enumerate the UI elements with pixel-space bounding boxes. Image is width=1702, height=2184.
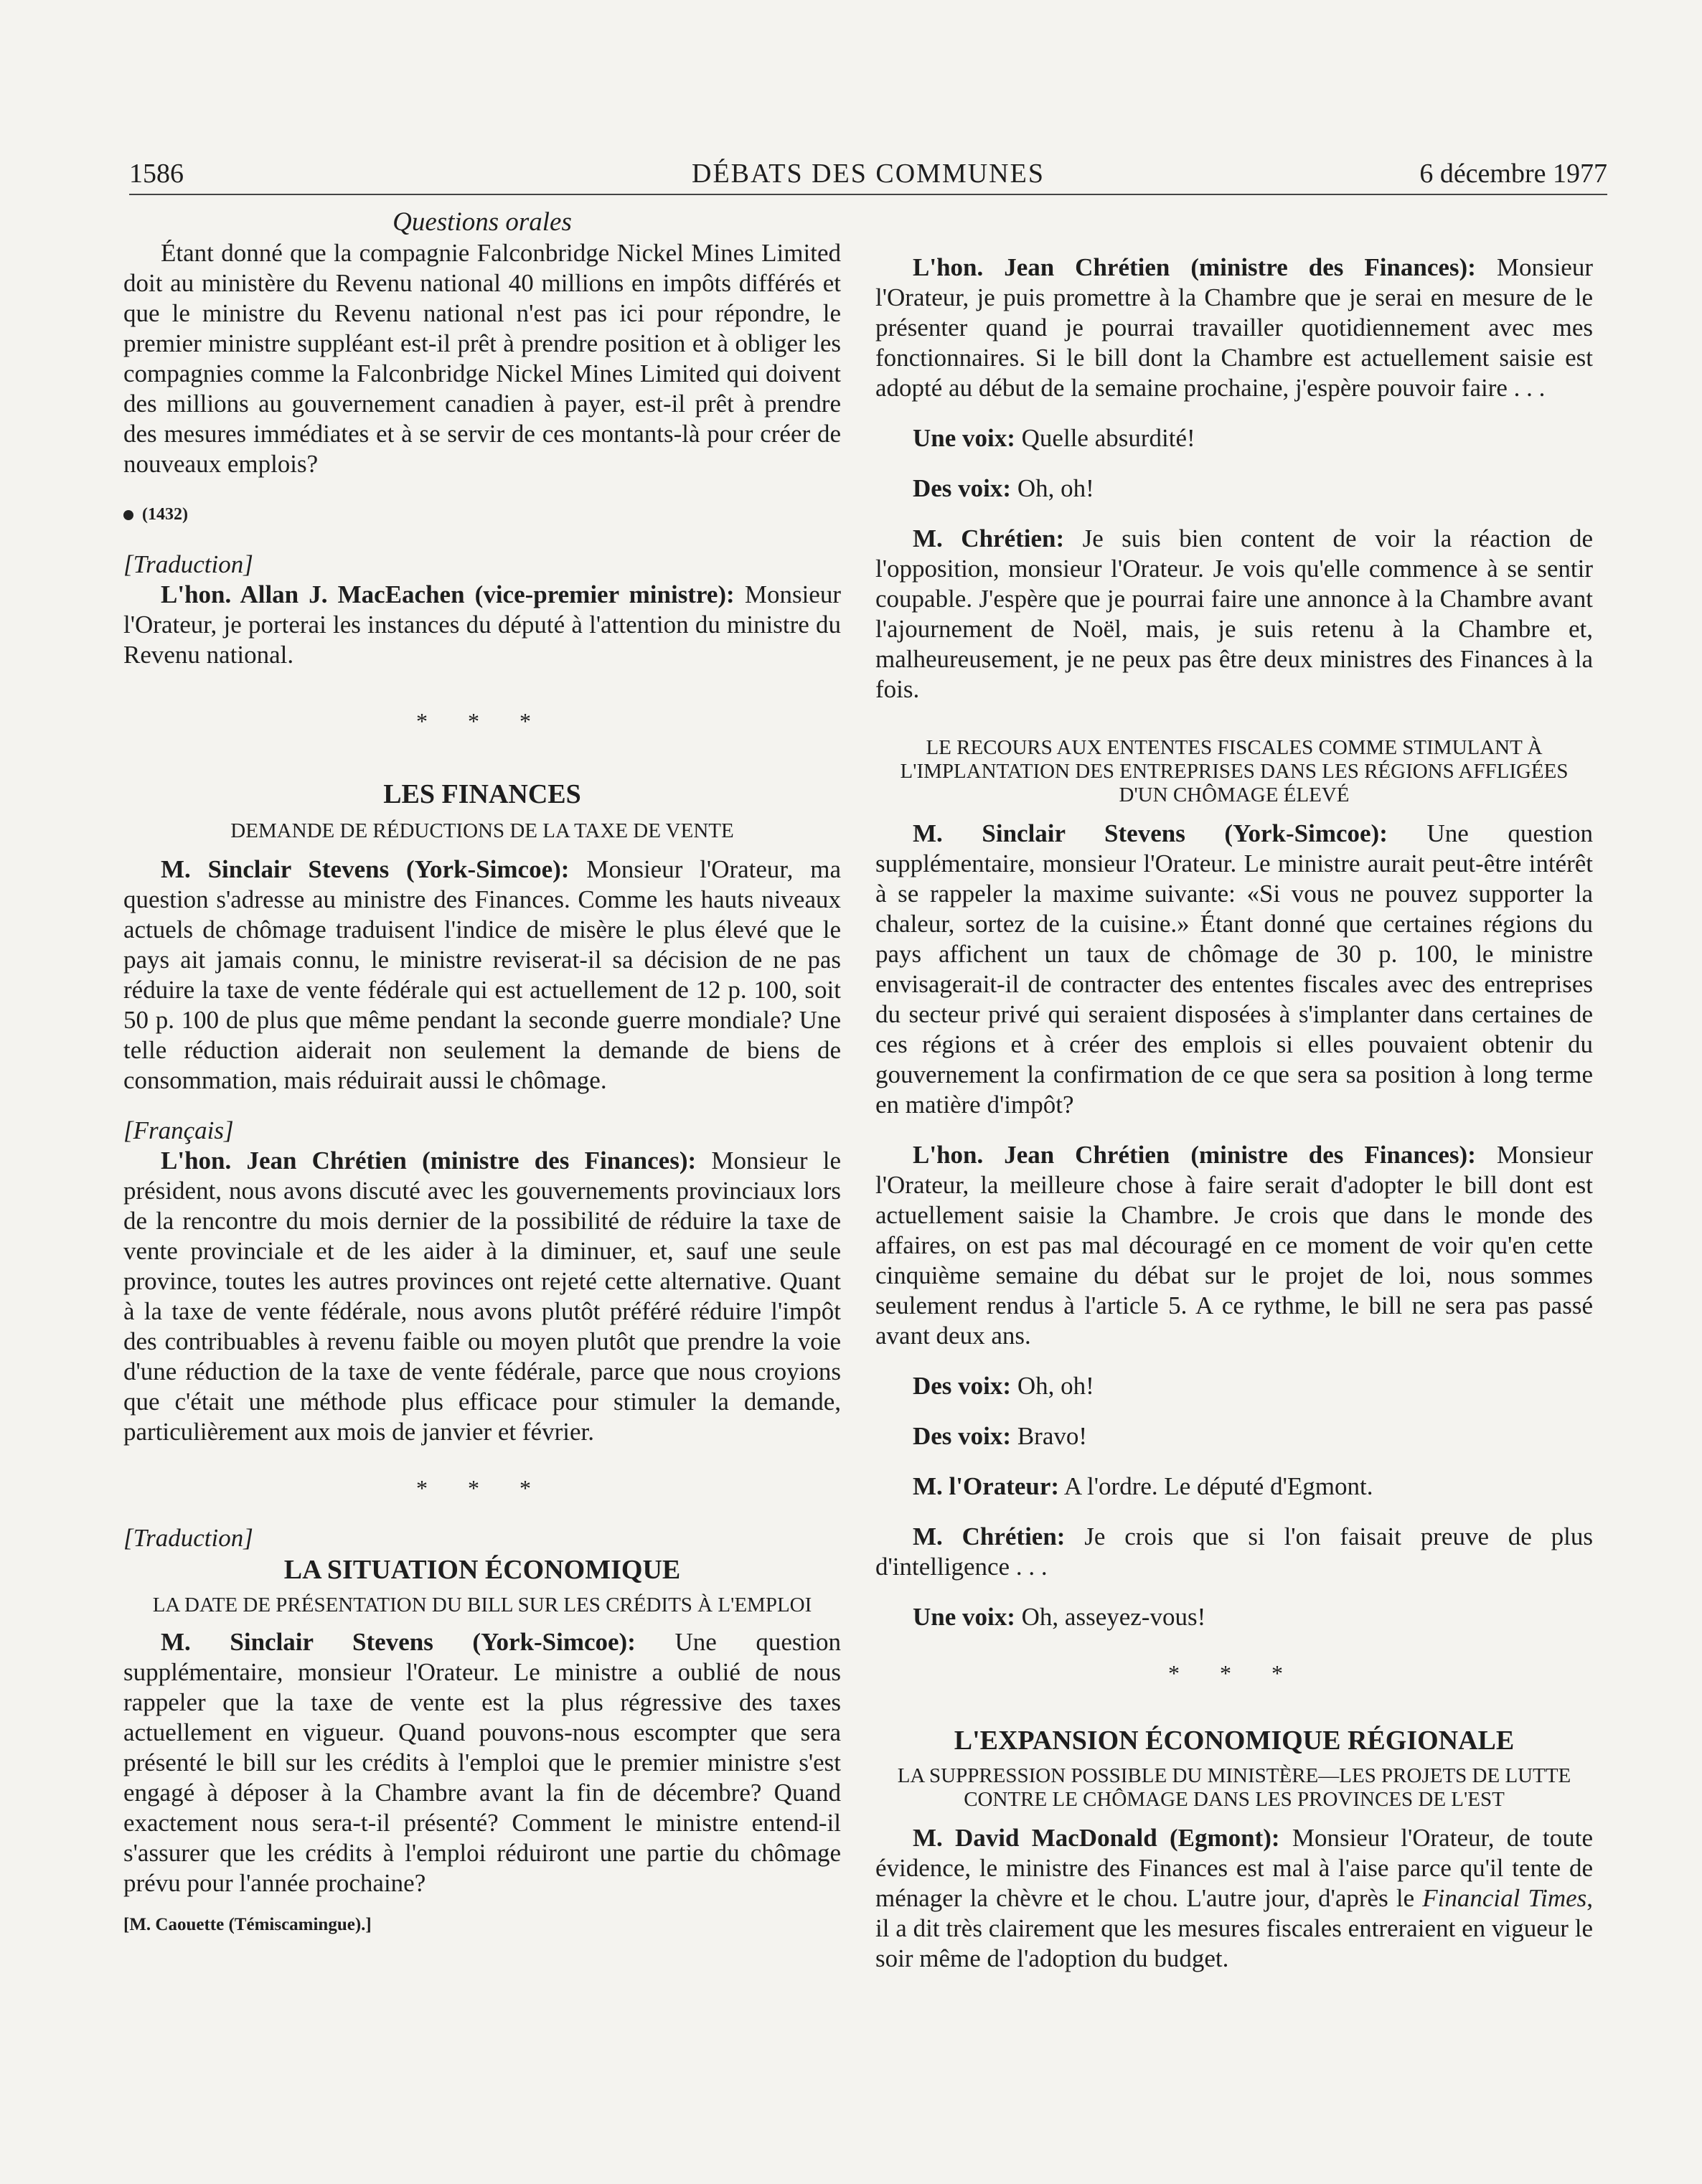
section-separator: * * * — [416, 708, 548, 734]
left-column — [123, 207, 841, 1936]
interjection: Des voix: Bravo! — [913, 1422, 1088, 1450]
section-subheading: LE RECOURS AUX ENTENTES FISCALES COMME STIMULANT À L'IMPLANTATION DES ENTREPRISES DANS LES RÉGIONS AFFLIGÉES D'UN CHÔMAGE ÉLEVÉ — [900, 736, 1569, 806]
speech-chretien: M. Chrétien: Je suis bien content de voir la réaction de l'opposition, monsieur l'Orateur. Je vois qu'elle commence à se sentir coupable. J'espère que je pourrai faire une annonce à la Chambre avant l'ajournement de Noël, mais, je suis retenu à la Chambre et, malheureusement, je ne peux pas être deux ministres des Finances à la fois. — [875, 524, 1593, 703]
section-heading: LES FINANCES — [383, 779, 581, 809]
interjection: Des voix: Oh, oh! — [913, 1372, 1094, 1400]
speech-chretien: L'hon. Jean Chrétien (ministre des Finances): Monsieur l'Orateur, la meilleure chose à faire serait d'adopter le bill dont est actuellement saisie la Chambre. Je crois que dans le monde des affaires, on est pas mal découragé en ce moment de voir qu'en cette cinquième semaine du débat sur le projet de loi, nous sommes seulement rendus à l'article 5. A ce rythme, le bill ne sera pas passé avant deux ans. — [875, 1141, 1593, 1350]
speaker-name: L'hon. Jean Chrétien (ministre des Finances): — [913, 253, 1476, 281]
speaker-name: Des voix: — [913, 1372, 1012, 1400]
speaker-name: M. Chrétien: — [913, 1522, 1066, 1550]
question-paragraph: Étant donné que la compagnie Falconbridge Nickel Mines Limited doit au ministère du Revenu national 40 millions en impôts différés et que le ministre du Revenu national n'est pas ici pour répondre, le premier ministre suppléant est-il prêt à prendre position et à obliger les compagnies comme la Falconbridge Nickel Mines Limited qui doivent des millions au gouvernement canadien à payer, est-il prêt à prendre des mesures immédiates et à se servir de ces montants-là pour créer de nouveaux emplois? — [123, 239, 841, 478]
speaker-name: M. Sinclair Stevens (York-Simcoe): — [913, 819, 1388, 847]
speech-maceachen: L'hon. Allan J. MacEachen (vice-premier ministre): Monsieur l'Orateur, je porterai les instances du député à l'attention du ministre du Revenu national. — [123, 580, 841, 669]
speech-macdonald: M. David MacDonald (Egmont): Monsieur l'Orateur, de toute évidence, le ministre des Finances est mal à l'aise parce qu'il tente de ménager la chèvre et le chou. L'autre jour, d'après le Financial Times, il a dit très clairement que les mesures fiscales entreraient en vigueur le soir même de l'adoption du budget. — [875, 1824, 1593, 1972]
section-subheading: LA DATE DE PRÉSENTATION DU BILL SUR LES CRÉDITS À L'EMPLOI — [152, 1594, 812, 1616]
interjection: Une voix: Oh, asseyez-vous! — [913, 1603, 1206, 1631]
speaker-name: M. David MacDonald (Egmont): — [913, 1824, 1280, 1852]
speech-stevens: M. Sinclair Stevens (York-Simcoe): Une question supplémentaire, monsieur l'Orateur. Le ministre aurait peut-être intérêt à se rappeler la maxime suivante: «Si vous ne pouvez supporter la chaleur, sortez de la cuisine.» Étant donné que certaines régions du pays affichent un taux de chômage de 30 p. 100, le ministre envisagerait-il de contracter des ententes fiscales avec des entreprises du secteur privé qui seraient disposées à s'implanter dans certaines de ces régions et à créer des emplois si elles pouvaient obtenir du gouvernement la confirmation de ce que sera sa position à long terme en matière d'impôt? — [875, 819, 1593, 1119]
page-header — [129, 152, 1607, 195]
speaker-name: Des voix: — [913, 1422, 1012, 1450]
speaker-remark: M. l'Orateur: A l'ordre. Le député d'Egmont. — [913, 1472, 1373, 1500]
speech-chretien: M. Chrétien: Je crois que si l'on faisait preuve de plus d'intelligence . . . — [875, 1522, 1593, 1581]
interjection: Une voix: Quelle absurdité! — [913, 424, 1195, 452]
section-heading: L'EXPANSION ÉCONOMIQUE RÉGIONALE — [954, 1726, 1515, 1756]
speaker-name: M. l'Orateur: — [913, 1472, 1060, 1500]
speech-chretien: L'hon. Jean Chrétien (ministre des Finances): Monsieur le président, nous avons discuté avec les gouvernements provinciaux lors de la rencontre du mois dernier de la possibilité de réduire la taxe de vente provinciale et de les aider à la diminuer, et, sauf une seule province, toutes les autres provinces ont rejeté cette alternative. Quant à la taxe de vente fédérale, nous avons plutôt préféré réduire l'impôt des contribuables à revenu faible ou moyen plutôt que prendre la voie d'une réduction de la taxe de vente fédérale, parce que nous croyions que c'était une méthode plus efficace pour stimuler la demande, particulièrement aux mois de janvier et février. — [123, 1147, 841, 1446]
speaker-name: M. Chrétien: — [913, 524, 1065, 552]
speaker-name: M. Sinclair Stevens (York-Simcoe): — [161, 855, 570, 883]
speaker-name: L'hon. Jean Chrétien (ministre des Finances): — [161, 1147, 697, 1175]
speech-stevens: M. Sinclair Stevens (York-Simcoe): Monsieur l'Orateur, ma question s'adresse au ministre des Finances. Comme les hauts niveaux actuels de chômage traduisent l'indice de misère le plus élevé que le pays ait jamais connu, le ministre reviserat-il sa décision de ne pas réduire la taxe de vente fédérale qui est actuellement de 12 p. 100, soit 50 p. 100 de plus que même pendant la seconde guerre mondiale? Une telle réduction aiderait non seulement la demande de biens de consommation, mais réduirait aussi le chômage. — [123, 855, 841, 1094]
section-separator: * * * — [416, 1475, 548, 1501]
bullet-icon — [123, 510, 133, 520]
speaker-name: Une voix: — [913, 1603, 1015, 1631]
section-subheading: DEMANDE DE RÉDUCTIONS DE LA TAXE DE VENTE — [230, 819, 734, 842]
translation-tag: [Traduction] — [123, 550, 253, 578]
translation-tag: [Traduction] — [123, 1524, 253, 1552]
issue-date: 6 décembre 1977 — [1419, 159, 1607, 189]
speech-stevens: M. Sinclair Stevens (York-Simcoe): Une question supplémentaire, monsieur l'Orateur. Le ministre a oublié de nous rappeler que la taxe de vente est la plus régressive des taxes actuellement en vigueur. Quand pouvons-nous escompter que sera présenté le bill sur les crédits à l'emploi que le premier ministre s'est engagé à déposer à la Chambre avant la fin de décembre? Quand exactement nous sera-t-il présenté? Comment le ministre entend-il s'assurer que les crédits à l'emploi réduiront une partie du chômage prévu pour l'année prochaine? — [123, 1628, 841, 1897]
language-tag: [Français] — [123, 1116, 234, 1144]
page-number: 1586 — [129, 159, 184, 189]
speaker-name: M. Sinclair Stevens (York-Simcoe): — [161, 1628, 636, 1656]
speech-chretien: L'hon. Jean Chrétien (ministre des Finances): Monsieur l'Orateur, je puis promettre à la Chambre que je serai en mesure de le présenter quand je pourrai travailler quotidiennement avec mes fonctionnaires. Si le bill dont la Chambre est actuellement saisie est adopté au début de la semaine prochaine, j'espère pouvoir faire . . . — [875, 253, 1593, 402]
time-marker: (1432) — [123, 499, 841, 529]
speaker-name: Une voix: — [913, 424, 1015, 452]
section-heading: LA SITUATION ÉCONOMIQUE — [283, 1555, 681, 1585]
interjection: Des voix: Oh, oh! — [913, 474, 1094, 502]
right-column — [875, 253, 1593, 1974]
journal-title: DÉBATS DES COMMUNES — [692, 159, 1045, 189]
footnote: [M. Caouette (Témiscamingue).] — [123, 1915, 372, 1934]
speaker-name: L'hon. Jean Chrétien (ministre des Finances): — [913, 1141, 1476, 1169]
section-separator: * * * — [1168, 1660, 1300, 1686]
section-subheading: LA SUPPRESSION POSSIBLE DU MINISTÈRE—LES PROJETS DE LUTTE CONTRE LE CHÔMAGE DANS LES PROVINCES DE L'EST — [897, 1764, 1571, 1811]
publication-title: Financial Times — [1422, 1884, 1587, 1912]
speaker-name: Des voix: — [913, 474, 1012, 502]
speaker-name: L'hon. Allan J. MacEachen (vice-premier ministre): — [161, 580, 735, 608]
running-subtitle: Questions orales — [392, 207, 572, 237]
